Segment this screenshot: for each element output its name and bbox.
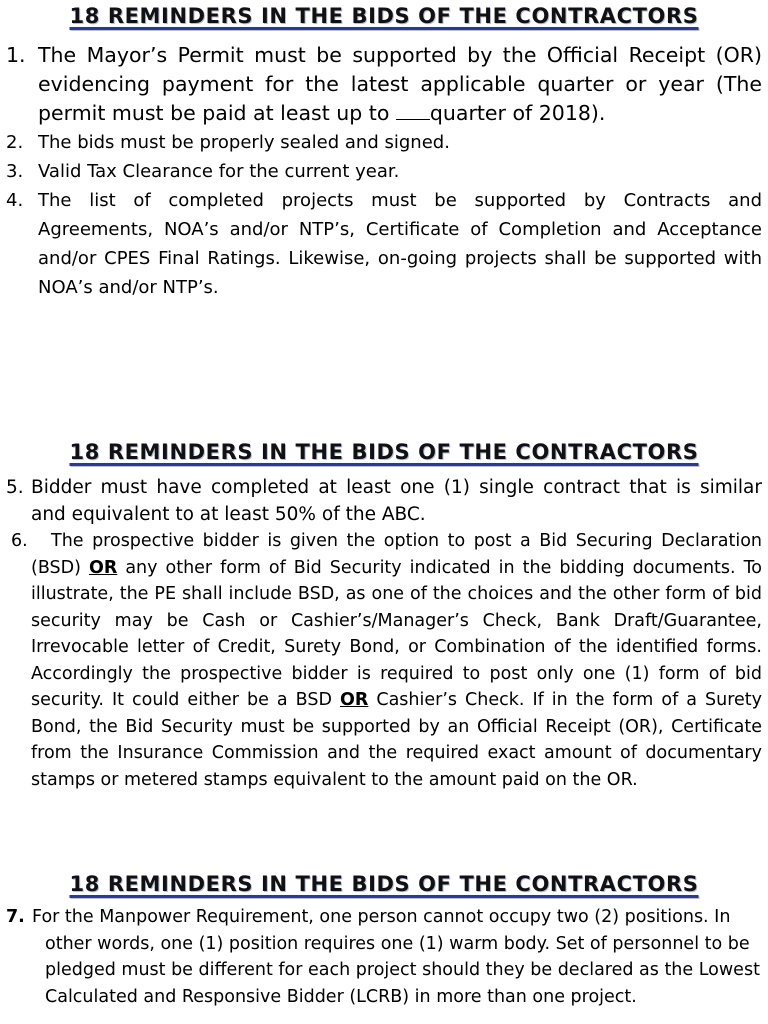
item-text: Bidder must have completed at least one (1) single contract that is similar and equivalent to at least 50% of the ABC. xyxy=(31,477,762,525)
slide-2 xyxy=(0,440,768,793)
fill-in-blank xyxy=(396,101,430,120)
list-item xyxy=(0,41,768,128)
slide-1 xyxy=(0,4,768,302)
slide-title: 18 REMINDERS IN THE BIDS OF THE CONTRACTORS xyxy=(69,4,699,28)
item-text: The Mayor’s Permit must be supported by the Official Receipt (OR) evidencing payment for the latest applicable quarter or year (The permit must be paid at least up to xyxy=(38,43,762,125)
emphasis-or: OR xyxy=(88,557,118,578)
emphasis-or: OR xyxy=(339,690,369,710)
list-item xyxy=(0,904,768,1010)
slide-title: 18 REMINDERS IN THE BIDS OF THE CONTRACTORS xyxy=(69,872,699,896)
item-text: For the Manpower Requirement, one person cannot occupy two (2) positions. In other words, one (1) position requires one (1) warm body. Set of personnel to be pledged must be different for each project should they be declared as the Lowest Calculated and Responsive Bidder (LCRB) in more than one project. xyxy=(32,907,760,1007)
item-text-end: Cashier’s Check. If in the form of a Surety Bond, the Bid Security must be supported by an Official Receipt (OR), Certificate from the Insurance Commission and the required exact amount of documentary stamps or metered stamps equivalent to the amount paid on the OR. xyxy=(31,690,763,790)
slide-3 xyxy=(0,872,768,1010)
list-item xyxy=(0,528,768,793)
list-item xyxy=(0,474,768,528)
list-item xyxy=(0,157,768,186)
item-number: 6. xyxy=(11,531,28,551)
list-item xyxy=(0,128,768,157)
reminder-list xyxy=(0,474,768,793)
reminder-list xyxy=(0,41,768,302)
item-text: The bids must be properly sealed and signed. xyxy=(38,132,450,153)
item-text: Valid Tax Clearance for the current year. xyxy=(38,161,400,182)
item-number: 4. xyxy=(6,190,24,211)
item-text: The list of completed projects must be supported by Contracts and Agreements, NOA’s and/or NTP’s, Certificate of Completion and Acceptance and/or CPES Final Ratings. Likewise, on-going projects shall be supported with NOA’s and/or NTP’s. xyxy=(38,190,762,298)
list-item xyxy=(0,186,768,302)
item-text: The prospective bidder is given the option to post a Bid Securing Declaration (BSD) xyxy=(31,531,762,578)
reminder-list xyxy=(0,904,768,1010)
item-number: 3. xyxy=(6,161,24,182)
item-number: 1. xyxy=(6,43,26,67)
slide-title: 18 REMINDERS IN THE BIDS OF THE CONTRACTORS xyxy=(69,440,699,464)
item-number: 7. xyxy=(6,907,25,927)
item-text-mid: any other form of Bid Security indicated in the bidding documents. To illustrate, the PE shall include BSD, as one of the choices and the other form of bid security may be Cash or Cashier’s/Manager’s Check, Bank Draft/Guarantee, Irrevocable letter of Credit, Surety Bond, or Combination of the identified forms. Accordingly the prospective bidder is required to post only one (1) form of bid security. It could either be a BSD xyxy=(31,557,762,710)
item-number: 2. xyxy=(6,132,24,153)
item-text-end: quarter of 2018). xyxy=(429,101,606,125)
item-number: 5. xyxy=(6,477,24,498)
